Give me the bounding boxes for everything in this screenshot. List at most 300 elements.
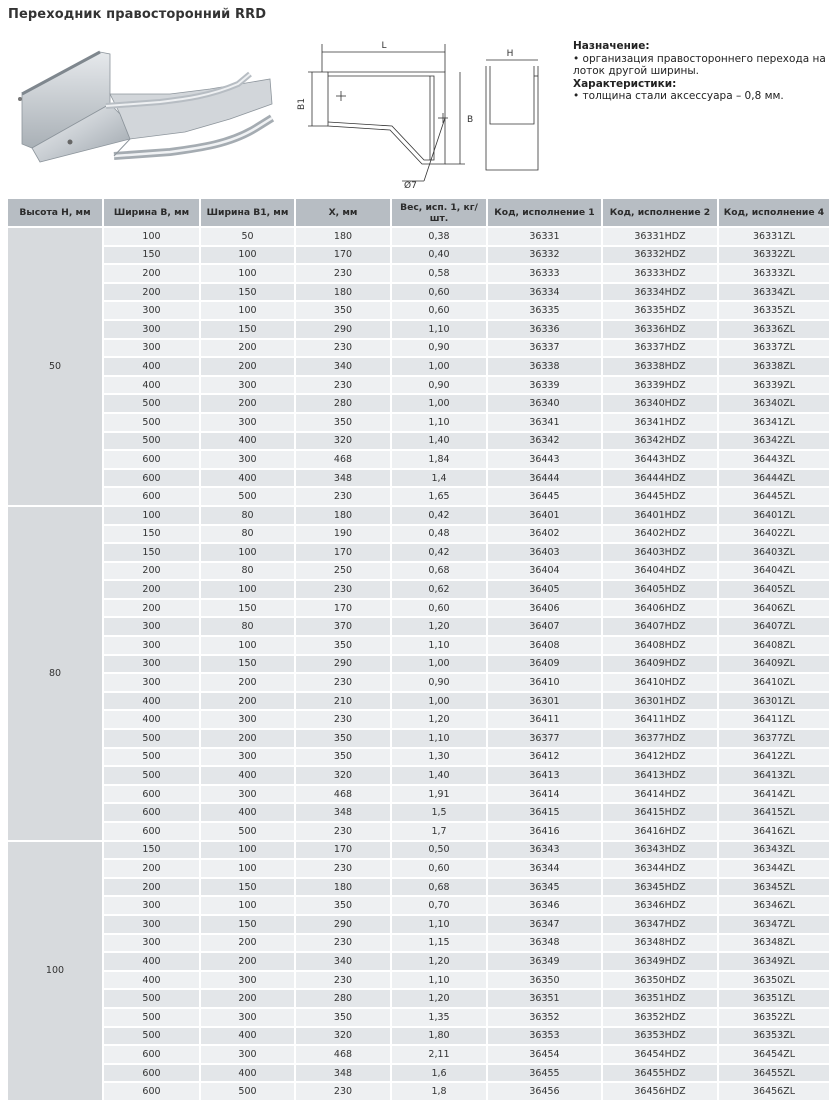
table-cell: 230 — [295, 264, 391, 283]
dim-B1-label: B1 — [297, 98, 307, 110]
table-cell: 36340HDZ — [602, 394, 718, 413]
table-cell: 200 — [200, 729, 295, 748]
table-cell: 300 — [200, 1045, 295, 1064]
table-cell: 500 — [200, 487, 295, 506]
table-cell: 36405HDZ — [602, 580, 718, 599]
table-row — [8, 878, 829, 897]
table-row — [8, 450, 829, 469]
table-cell: 200 — [200, 339, 295, 358]
table-cell: 36331HDZ — [602, 227, 718, 246]
table-cell: 36351HDZ — [602, 989, 718, 1008]
table-cell: 36443HDZ — [602, 450, 718, 469]
table-cell: 36340ZL — [718, 394, 829, 413]
table-cell: 36456 — [487, 1082, 602, 1100]
table-cell: 36341ZL — [718, 413, 829, 432]
col-width-b1: Ширина B1, мм — [200, 199, 295, 227]
table-cell: 350 — [295, 896, 391, 915]
table-cell: 500 — [103, 432, 200, 451]
table-cell: 600 — [103, 1064, 200, 1083]
table-row — [8, 692, 829, 711]
table-cell: 300 — [103, 673, 200, 692]
table-cell: 36443 — [487, 450, 602, 469]
table-cell: 36333ZL — [718, 264, 829, 283]
table-cell: 36338 — [487, 357, 602, 376]
table-cell: 36349 — [487, 952, 602, 971]
table-cell: 0,60 — [391, 283, 487, 302]
table-cell: 36341HDZ — [602, 413, 718, 432]
table-cell: 150 — [200, 878, 295, 897]
table-cell: 36344HDZ — [602, 859, 718, 878]
table-cell: 36334HDZ — [602, 283, 718, 302]
table-cell: 0,60 — [391, 599, 487, 618]
table-cell: 80 — [200, 506, 295, 525]
col-code-2: Код, исполнение 2 — [602, 199, 718, 227]
table-cell: 36351ZL — [718, 989, 829, 1008]
table-row — [8, 1064, 829, 1083]
table-cell: 36416HDZ — [602, 822, 718, 841]
table-cell: 500 — [103, 748, 200, 767]
table-cell: 300 — [103, 915, 200, 934]
table-cell: 230 — [295, 934, 391, 953]
table-cell: 468 — [295, 1045, 391, 1064]
table-cell: 36332HDZ — [602, 246, 718, 265]
table-cell: 36456ZL — [718, 1082, 829, 1100]
col-code-1: Код, исполнение 1 — [487, 199, 602, 227]
table-row — [8, 301, 829, 320]
product-photo — [10, 44, 280, 174]
table-cell: 200 — [103, 264, 200, 283]
table-cell: 36403ZL — [718, 543, 829, 562]
table-cell: 0,38 — [391, 227, 487, 246]
table-cell: 600 — [103, 487, 200, 506]
table-cell: 36353 — [487, 1027, 602, 1046]
table-cell: 150 — [200, 320, 295, 339]
table-cell: 180 — [295, 878, 391, 897]
table-cell: 80 — [200, 562, 295, 581]
table-cell: 300 — [200, 785, 295, 804]
table-cell: 300 — [103, 320, 200, 339]
table-cell: 150 — [200, 283, 295, 302]
table-cell: 320 — [295, 766, 391, 785]
table-cell: 36349HDZ — [602, 952, 718, 971]
table-cell: 348 — [295, 803, 391, 822]
table-cell: 36347HDZ — [602, 915, 718, 934]
table-cell: 0,50 — [391, 841, 487, 860]
table-cell: 1,30 — [391, 748, 487, 767]
table-row — [8, 320, 829, 339]
table-cell: 36331 — [487, 227, 602, 246]
table-cell: 36332ZL — [718, 246, 829, 265]
info-panel — [573, 40, 828, 103]
table-cell: 400 — [103, 710, 200, 729]
table-cell: 500 — [200, 822, 295, 841]
table-cell: 36444HDZ — [602, 469, 718, 488]
table-row — [8, 376, 829, 395]
table-cell: 190 — [295, 525, 391, 544]
table-cell: 100 — [200, 580, 295, 599]
table-cell: 36412 — [487, 748, 602, 767]
table-cell: 36352ZL — [718, 1008, 829, 1027]
table-cell: 350 — [295, 413, 391, 432]
table-cell: 36414 — [487, 785, 602, 804]
table-row — [8, 952, 829, 971]
table-cell: 1,10 — [391, 320, 487, 339]
table-cell: 36344 — [487, 859, 602, 878]
dim-H-label: H — [506, 49, 514, 59]
table-row — [8, 1008, 829, 1027]
table-cell: 36410 — [487, 673, 602, 692]
table-cell: 100 — [200, 859, 295, 878]
table-cell: 100 — [200, 264, 295, 283]
table-cell: 36416ZL — [718, 822, 829, 841]
table-cell: 400 — [103, 971, 200, 990]
table-cell: 0,58 — [391, 264, 487, 283]
table-cell: 230 — [295, 971, 391, 990]
table-row — [8, 710, 829, 729]
table-cell: 36348ZL — [718, 934, 829, 953]
table-row — [8, 469, 829, 488]
table-row — [8, 971, 829, 990]
table-cell: 36333HDZ — [602, 264, 718, 283]
table-cell: 1,00 — [391, 692, 487, 711]
height-group-cell: 100 — [8, 841, 103, 1100]
table-cell: 36402 — [487, 525, 602, 544]
table-cell: 0,90 — [391, 339, 487, 358]
table-cell: 400 — [200, 1064, 295, 1083]
table-cell: 230 — [295, 580, 391, 599]
table-cell: 0,40 — [391, 246, 487, 265]
table-cell: 348 — [295, 469, 391, 488]
table-cell: 36445HDZ — [602, 487, 718, 506]
table-cell: 36377 — [487, 729, 602, 748]
table-cell: 1,6 — [391, 1064, 487, 1083]
table-row — [8, 1082, 829, 1100]
table-cell: 348 — [295, 1064, 391, 1083]
table-cell: 36413 — [487, 766, 602, 785]
table-cell: 36410HDZ — [602, 673, 718, 692]
table-cell: 36301 — [487, 692, 602, 711]
table-cell: 500 — [103, 1008, 200, 1027]
table-cell: 1,10 — [391, 413, 487, 432]
table-cell: 36345 — [487, 878, 602, 897]
table-cell: 36353HDZ — [602, 1027, 718, 1046]
table-cell: 36443ZL — [718, 450, 829, 469]
table-cell: 36412ZL — [718, 748, 829, 767]
table-cell: 200 — [200, 989, 295, 1008]
table-cell: 36411HDZ — [602, 710, 718, 729]
table-cell: 170 — [295, 841, 391, 860]
table-cell: 200 — [103, 580, 200, 599]
table-cell: 1,4 — [391, 469, 487, 488]
table-cell: 36353ZL — [718, 1027, 829, 1046]
table-row — [8, 636, 829, 655]
dim-L-label: L — [381, 41, 387, 51]
table-cell: 36412HDZ — [602, 748, 718, 767]
table-cell: 200 — [200, 692, 295, 711]
table-cell: 80 — [200, 617, 295, 636]
table-cell: 36404 — [487, 562, 602, 581]
table-cell: 36411 — [487, 710, 602, 729]
table-cell: 36404ZL — [718, 562, 829, 581]
table-row — [8, 766, 829, 785]
table-cell: 100 — [200, 636, 295, 655]
table-cell: 0,42 — [391, 543, 487, 562]
table-cell: 36405ZL — [718, 580, 829, 599]
table-cell: 36345HDZ — [602, 878, 718, 897]
table-cell: 200 — [103, 562, 200, 581]
table-cell: 290 — [295, 915, 391, 934]
table-cell: 1,5 — [391, 803, 487, 822]
table-cell: 150 — [103, 525, 200, 544]
table-cell: 0,60 — [391, 859, 487, 878]
table-row — [8, 339, 829, 358]
table-cell: 1,91 — [391, 785, 487, 804]
table-cell: 36342 — [487, 432, 602, 451]
table-cell: 36336HDZ — [602, 320, 718, 339]
table-cell: 36414ZL — [718, 785, 829, 804]
table-cell: 300 — [200, 710, 295, 729]
table-cell: 36350ZL — [718, 971, 829, 990]
table-cell: 400 — [103, 357, 200, 376]
table-cell: 36332 — [487, 246, 602, 265]
table-cell: 320 — [295, 1027, 391, 1046]
table-cell: 350 — [295, 1008, 391, 1027]
table-cell: 280 — [295, 394, 391, 413]
table-cell: 600 — [103, 822, 200, 841]
table-row — [8, 655, 829, 674]
table-cell: 200 — [200, 934, 295, 953]
table-cell: 36454ZL — [718, 1045, 829, 1064]
table-cell: 36339HDZ — [602, 376, 718, 395]
table-cell: 50 — [200, 227, 295, 246]
table-cell: 36454HDZ — [602, 1045, 718, 1064]
table-cell: 36339ZL — [718, 376, 829, 395]
table-cell: 400 — [200, 803, 295, 822]
table-cell: 36340 — [487, 394, 602, 413]
col-code-4: Код, исполнение 4 — [718, 199, 829, 227]
table-cell: 280 — [295, 989, 391, 1008]
table-cell: 36407HDZ — [602, 617, 718, 636]
table-cell: 36404HDZ — [602, 562, 718, 581]
table-cell: 36346 — [487, 896, 602, 915]
table-cell: 0,60 — [391, 301, 487, 320]
table-cell: 36415ZL — [718, 803, 829, 822]
table-cell: 0,62 — [391, 580, 487, 599]
table-cell: 1,8 — [391, 1082, 487, 1100]
table-cell: 290 — [295, 655, 391, 674]
table-cell: 230 — [295, 1082, 391, 1100]
table-cell: 36411ZL — [718, 710, 829, 729]
table-cell: 36301HDZ — [602, 692, 718, 711]
table-row — [8, 748, 829, 767]
table-cell: 230 — [295, 376, 391, 395]
table-cell: 180 — [295, 283, 391, 302]
table-cell: 1,00 — [391, 394, 487, 413]
table-cell: 36349ZL — [718, 952, 829, 971]
table-cell: 200 — [103, 878, 200, 897]
table-cell: 36335HDZ — [602, 301, 718, 320]
table-cell: 36413HDZ — [602, 766, 718, 785]
table-cell: 36406 — [487, 599, 602, 618]
table-row — [8, 487, 829, 506]
table-row — [8, 841, 829, 860]
table-cell: 500 — [200, 1082, 295, 1100]
table-cell: 400 — [200, 469, 295, 488]
table-cell: 1,00 — [391, 357, 487, 376]
table-cell: 230 — [295, 673, 391, 692]
table-cell: 36408HDZ — [602, 636, 718, 655]
table-cell: 290 — [295, 320, 391, 339]
table-cell: 36337 — [487, 339, 602, 358]
table-cell: 1,10 — [391, 636, 487, 655]
table-cell: 200 — [200, 394, 295, 413]
table-cell: 36456HDZ — [602, 1082, 718, 1100]
table-row — [8, 989, 829, 1008]
table-cell: 36338ZL — [718, 357, 829, 376]
table-cell: 0,90 — [391, 376, 487, 395]
table-cell: 300 — [200, 413, 295, 432]
specs-heading: Характеристики: — [573, 77, 677, 90]
table-cell: 36346ZL — [718, 896, 829, 915]
table-cell: 36407 — [487, 617, 602, 636]
page-title: Переходник правосторонний RRD — [8, 7, 267, 22]
table-cell: 36403 — [487, 543, 602, 562]
table-cell: 36377HDZ — [602, 729, 718, 748]
table-cell: 36444ZL — [718, 469, 829, 488]
table-cell: 36454 — [487, 1045, 602, 1064]
table-row — [8, 432, 829, 451]
col-weight: Вес, исп. 1, кг/шт. — [391, 199, 487, 227]
table-cell: 36341 — [487, 413, 602, 432]
table-cell: 1,40 — [391, 432, 487, 451]
table-cell: 36345ZL — [718, 878, 829, 897]
table-cell: 600 — [103, 803, 200, 822]
table-cell: 36335 — [487, 301, 602, 320]
table-cell: 36347 — [487, 915, 602, 934]
table-cell: 36352 — [487, 1008, 602, 1027]
table-cell: 500 — [103, 413, 200, 432]
table-row — [8, 1045, 829, 1064]
table-cell: 1,10 — [391, 915, 487, 934]
table-cell: 100 — [200, 543, 295, 562]
purpose-heading: Назначение: — [573, 40, 650, 52]
table-cell: 1,20 — [391, 989, 487, 1008]
table-cell: 400 — [103, 376, 200, 395]
table-cell: 200 — [103, 599, 200, 618]
table-cell: 400 — [103, 692, 200, 711]
table-cell: 400 — [200, 766, 295, 785]
table-cell: 36406HDZ — [602, 599, 718, 618]
table-cell: 36342ZL — [718, 432, 829, 451]
table-cell: 0,70 — [391, 896, 487, 915]
table-cell: 1,35 — [391, 1008, 487, 1027]
dim-B-label: B — [467, 115, 474, 125]
table-row — [8, 413, 829, 432]
table-cell: 150 — [200, 599, 295, 618]
table-cell: 1,7 — [391, 822, 487, 841]
table-row — [8, 227, 829, 246]
table-cell: 100 — [103, 506, 200, 525]
table-cell: 36410ZL — [718, 673, 829, 692]
table-cell: 36338HDZ — [602, 357, 718, 376]
purpose-text: • организация правостороннего перехода на лоток другой ширины. — [573, 52, 826, 77]
table-cell: 36401 — [487, 506, 602, 525]
table-row — [8, 1027, 829, 1046]
table-cell: 36348 — [487, 934, 602, 953]
table-cell: 170 — [295, 599, 391, 618]
table-row — [8, 283, 829, 302]
table-cell: 36408 — [487, 636, 602, 655]
table-cell: 36409HDZ — [602, 655, 718, 674]
table-row — [8, 525, 829, 544]
table-cell: 230 — [295, 859, 391, 878]
table-cell: 230 — [295, 710, 391, 729]
table-cell: 1,00 — [391, 655, 487, 674]
table-cell: 370 — [295, 617, 391, 636]
table-cell: 36415HDZ — [602, 803, 718, 822]
table-cell: 300 — [103, 934, 200, 953]
table-cell: 36334 — [487, 283, 602, 302]
table-cell: 1,10 — [391, 729, 487, 748]
technical-drawing — [290, 36, 560, 196]
table-cell: 1,20 — [391, 617, 487, 636]
table-cell: 1,40 — [391, 766, 487, 785]
table-cell: 350 — [295, 636, 391, 655]
table-cell: 36414HDZ — [602, 785, 718, 804]
table-cell: 1,80 — [391, 1027, 487, 1046]
table-cell: 300 — [103, 617, 200, 636]
table-cell: 36444 — [487, 469, 602, 488]
table-cell: 600 — [103, 785, 200, 804]
table-row — [8, 580, 829, 599]
table-cell: 36406ZL — [718, 599, 829, 618]
hole-label: Ø7 — [404, 181, 417, 191]
table-cell: 500 — [103, 989, 200, 1008]
table-cell: 36301ZL — [718, 692, 829, 711]
table-cell: 36344ZL — [718, 859, 829, 878]
table-cell: 1,10 — [391, 971, 487, 990]
table-cell: 36352HDZ — [602, 1008, 718, 1027]
table-cell: 36455 — [487, 1064, 602, 1083]
table-row — [8, 357, 829, 376]
table-cell: 350 — [295, 748, 391, 767]
table-header-row — [8, 199, 829, 227]
table-cell: 0,68 — [391, 562, 487, 581]
table-cell: 300 — [103, 339, 200, 358]
table-cell: 36343HDZ — [602, 841, 718, 860]
table-cell: 36409ZL — [718, 655, 829, 674]
specs-text: • толщина стали аксессуара – 0,8 мм. — [573, 90, 784, 102]
table-cell: 1,20 — [391, 710, 487, 729]
table-cell: 36408ZL — [718, 636, 829, 655]
table-cell: 36445 — [487, 487, 602, 506]
table-cell: 250 — [295, 562, 391, 581]
table-cell: 170 — [295, 543, 391, 562]
table-cell: 600 — [103, 1082, 200, 1100]
table-cell: 230 — [295, 339, 391, 358]
table-cell: 1,84 — [391, 450, 487, 469]
table-cell: 36402ZL — [718, 525, 829, 544]
table-cell: 600 — [103, 1045, 200, 1064]
table-row — [8, 803, 829, 822]
table-cell: 150 — [103, 841, 200, 860]
table-cell: 36401HDZ — [602, 506, 718, 525]
table-cell: 36407ZL — [718, 617, 829, 636]
table-cell: 180 — [295, 227, 391, 246]
table-cell: 36413ZL — [718, 766, 829, 785]
table-row — [8, 934, 829, 953]
table-cell: 230 — [295, 822, 391, 841]
